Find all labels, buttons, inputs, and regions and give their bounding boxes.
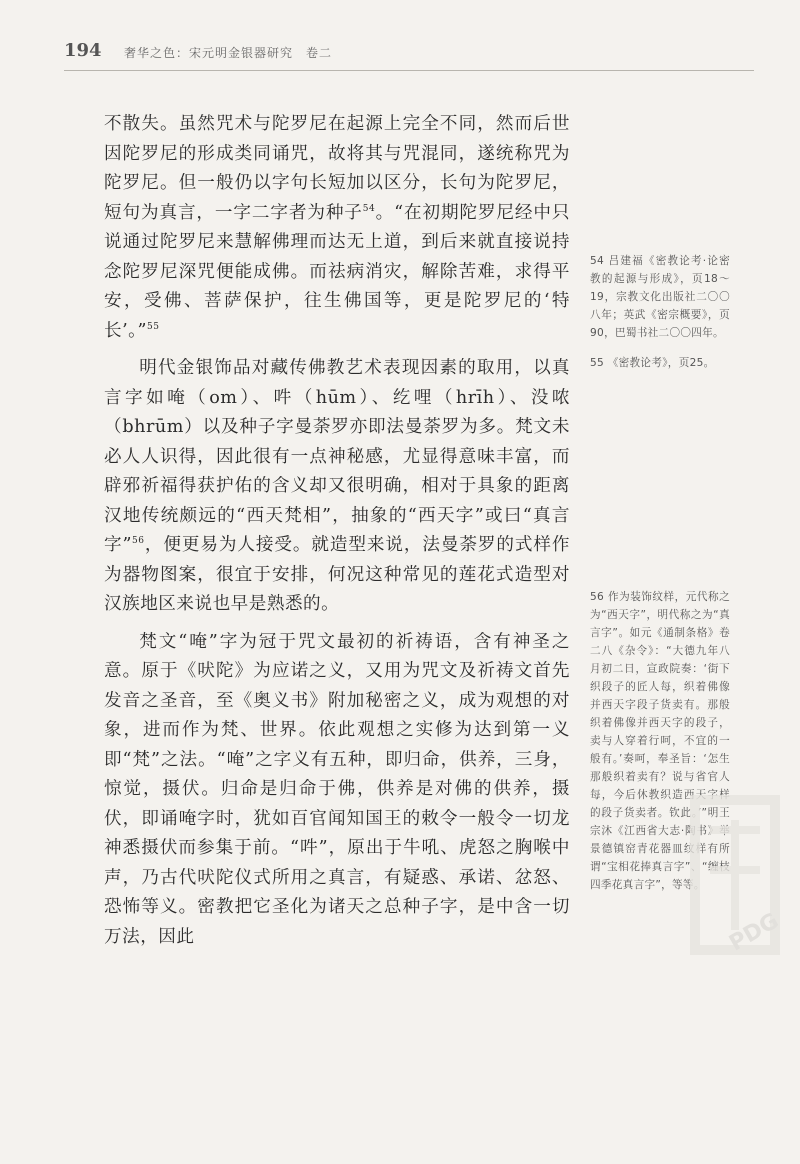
watermark-text: PDG bbox=[724, 908, 783, 957]
paragraph-2-text: 明代金银饰品对藏传佛教艺术表现因素的取用，以真言字如唵（om）、吽（hūm）、纥哩（hrīh）、没哝（bhrūm）以及种子字曼荼罗亦即法曼荼罗为多。梵文未必人人识得，因此很有一点神秘感，尤显得意味丰富，而辟邪祈福得获护佑的含义却又很明确，相对于具象的距离汉地传统颇远的“西天梵相”，抽象的“西天字”或曰“真言字” bbox=[104, 358, 570, 555]
note-56: 56 作为装饰纹样，元代称之为“西天字”，明代称之为“真言字”。如元《通制条格》卷二八《杂令》：“大德九年八月初二日，宣政院奏：‘街下织段子的匠人每，织着佛像并西天字段子货卖有。那般织着佛像并西天字的段子，卖与人穿着行呵，不宜的一般有。’奏呵，奉圣旨：‘怎生那般织着卖有？说与省官人每，今后休教织造西天字样的段子货卖者。钦此。’”明王宗沐《江西省大志·陶书》举景德镇窑青花器皿纹样有所谓“宝相花捧真言字”、“缠枝四季花真言字”，等等。 bbox=[590, 591, 730, 891]
paragraph-3 bbox=[104, 628, 570, 953]
page-header bbox=[64, 36, 754, 71]
footnote-ref-56[interactable]: 56 bbox=[132, 536, 145, 547]
footnote-ref-54[interactable]: 54 bbox=[362, 203, 376, 214]
note-54: 54 吕建福《密教论考·论密教的起源与形成》，页18～19，宗教文化出版社二〇〇八年；英武《密宗概要》，页90，巴蜀书社二〇〇四年。 bbox=[590, 255, 730, 339]
note-55: 55 《密教论考》，页25。 bbox=[590, 357, 715, 369]
paragraph-3-text: 梵文“唵”字为冠于咒文最初的祈祷语，含有神圣之意。原于《吠陀》为应诺之义，又用为咒文及祈祷文首先发音之圣音，至《奥义书》附加秘密之义，成为观想的对象，进而作为梵、世界。依此观想之实修为达到第一义即“梵”之法。“唵”之字义有五种，即归命，供养，三身，惊觉，摄伏。归命是归命于佛，供养是对佛的供养，摄伏，即诵唵字时，犹如百官闻知国王的敕令一般令一切龙神悉摄伏而参集于前。“吽”，原出于牛吼、虎怒之胸喉中声，乃古代吠陀仪式所用之真言，有疑惑、承诺、忿怒、恐怖等义。密教把它圣化为诸天之总种子字，是中含一切万法，因此 bbox=[104, 631, 570, 947]
paragraph-2 bbox=[104, 354, 570, 620]
paragraph-1-text: 不散失。虽然咒术与陀罗尼在起源上完全不同，然而后世因陀罗尼的形成类同诵咒，故将其与咒混同，遂统称咒为陀罗尼。但一般仍以字句长短加以区分，长句为陀罗尼，短句为真言，一字二字者为种子 bbox=[104, 114, 570, 223]
paragraph-2-text-cont: ，便更易为人接受。就造型来说，法曼荼罗的式样作为器物图案，很宜于安排，何况这种常见的莲花式造型对汉族地区来说也早是熟悉的。 bbox=[104, 535, 570, 614]
footnote-ref-55[interactable]: 55 bbox=[146, 321, 160, 332]
paragraph-1-text-cont: 。“在初期陀罗尼经中只说通过陀罗尼来慧解佛理而达无上道，到后来就直接说持念陀罗尼深咒便能成佛。而祛病消灾，解除苦难，求得平安，受佛、菩萨保护，往生佛国等，更是陀罗尼的‘特长’。” bbox=[104, 202, 570, 341]
running-title: 奢华之色：宋元明金银器研究 卷二 bbox=[124, 46, 333, 60]
paragraph-1 bbox=[104, 110, 570, 346]
page-number: 194 bbox=[64, 40, 102, 61]
main-text bbox=[104, 110, 570, 952]
side-notes-54-55 bbox=[590, 252, 730, 372]
